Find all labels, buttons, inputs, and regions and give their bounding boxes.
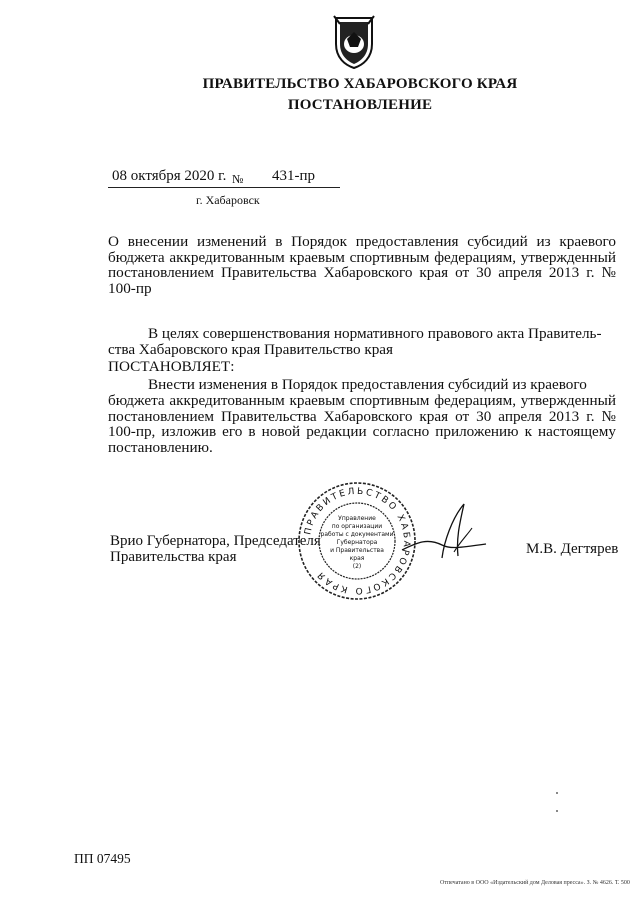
scan-marks (555, 790, 559, 814)
intro-line-1: В целях совершенствования нормативного правового акта Правитель- (148, 325, 602, 342)
document-subject: О внесении изменений в Порядок предоставления субсидий из краевого бюджета аккредитованным краевым спортивным федерациям, утвержденный постановлением Правительства Хабаровского края от 30 апреля 2013 г. № 100-пр (108, 233, 616, 297)
stamp-line: работы с документами (320, 531, 394, 538)
document-number: 431-пр (272, 168, 316, 184)
intro-line-2: ства Хабаровского края Правительство края (108, 341, 394, 358)
stamp-line: и Правительства (330, 547, 384, 554)
coat-of-arms-icon (330, 14, 378, 70)
resolves-heading: ПОСТАНОВЛЯЕТ: (108, 358, 235, 375)
signatory-position-line2: Правительства края (110, 549, 237, 565)
signatory-name: М.В. Дегтярев (526, 541, 619, 557)
date-number-line (108, 168, 348, 190)
document-type-heading: ПОСТАНОВЛЕНИЕ (287, 97, 433, 113)
stamp-line: (2) (352, 563, 362, 570)
signatory-position-line1: Врио Губернатора, Председателя (110, 533, 321, 549)
stamp-ring-text: ПРАВИТЕЛЬСТВО ХАБАРОВСКОГО КРАЯ (303, 486, 412, 596)
printer-note: Отпечатано в ООО «Издательский дом Деловая пресса». З. № 4626. Т. 500 (440, 880, 630, 886)
body-line-1: Внести изменения в Порядок предоставления субсидий из краевого (148, 376, 587, 393)
number-sign: № (232, 172, 244, 186)
document-code: ПП 07495 (74, 851, 131, 866)
stamp-line: края (349, 555, 365, 562)
stamp-line: по организации (331, 523, 383, 530)
body-text: бюджета аккредитованным краевым спортивным федерациям, утвержденный постановлением Правительства Хабаровского края от 30 апреля 2013 г. № 100-пр, изложив его в новой редакции согласно приложению к настоящему постановлению. (108, 392, 616, 456)
handwritten-signature (398, 498, 490, 570)
date-underline (108, 187, 340, 188)
stamp-line: Управление (338, 515, 376, 522)
document-date: 08 октября 2020 г. (112, 168, 227, 184)
government-heading: ПРАВИТЕЛЬСТВО ХАБАРОВСКОГО КРАЯ (202, 76, 518, 92)
stamp-line: Губернатора (336, 539, 378, 546)
city-label: г. Хабаровск (196, 193, 260, 207)
